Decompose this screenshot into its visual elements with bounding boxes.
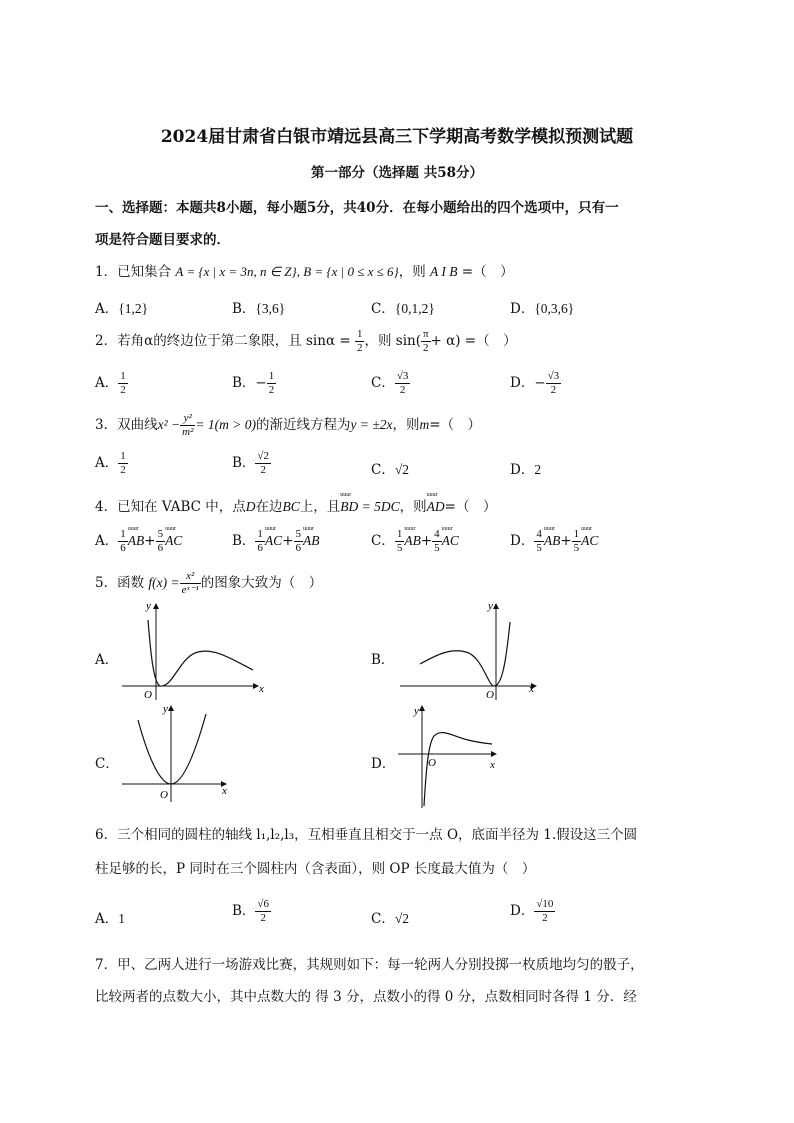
q1-option-d: D．{0,3,6} (510, 301, 575, 317)
y-label: y (163, 703, 168, 715)
origin-label: O (428, 757, 436, 769)
q2-option-b: B．− $\frac{1}{2}$ (232, 370, 275, 396)
y-label: y (146, 600, 151, 612)
q5-option-a-label: A． (95, 652, 119, 668)
section-header-line2: 项是符合题目要求的． (95, 232, 230, 248)
q6-option-c: C．√2 (371, 911, 410, 927)
q1-blank: =（ ） (461, 264, 514, 280)
q5-graph-a (118, 598, 268, 703)
part-subtitle: 第一部分（选择题 共58分） (311, 165, 483, 181)
question-1 (95, 260, 514, 280)
q1-option-b: B．{3,6} (232, 301, 286, 317)
q5-graph-c (118, 702, 238, 806)
q1-option-a: A．{1,2} (95, 301, 149, 317)
q3-option-b: B． $\frac{√2}{2}$ (232, 450, 269, 476)
x-label: x (529, 683, 534, 695)
curve (138, 714, 206, 784)
y-label: y (488, 600, 493, 612)
x-label: x (222, 785, 227, 797)
q4-option-b: B． $\frac{1}{6}$ uuur AC+ $\frac{5}{6}$ uuur AB (232, 528, 320, 555)
q5-option-b-label: B． (371, 652, 395, 668)
q2-option-d: D．− $\frac{√3}{2}$ (510, 370, 560, 396)
q1-option-c: C．{0,1,2} (371, 301, 435, 317)
q2-option-a: A． $\frac{1}{2}$ (95, 370, 126, 396)
q5-option-c-label: C． (95, 756, 119, 772)
q5-graph-d (396, 702, 506, 810)
y-label: y (414, 705, 419, 717)
question-7-line2: 比较两者的点数大小，其中点数大的 得 3 分，点数小的得 0 分，点数相同时各得 1 分．经 (95, 989, 637, 1005)
q4-option-a: A． $\frac{1}{6}$ uuur AB+ $\frac{5}{6}$ uuur AC (95, 528, 182, 555)
question-2: 2．若角α的终边位于第二象限，且 sinα = $\frac{1}{2}$ ，则 sin( $\frac{\pi}{2}$ + α) =（ ） (95, 328, 517, 354)
q5-graph-b (396, 598, 546, 703)
q4-option-c: C． $\frac{1}{5}$ uuur AB+ $\frac{4}{5}$ uuur AC (371, 528, 459, 555)
section-header-line1: 一、选择题：本题共8小题，每小题5分，共40分．在每小题给出的四个选项中，只有一 (95, 200, 619, 216)
q3-option-c: C．√2 (371, 462, 410, 478)
question-6-line2: 柱足够的长，P 同时在三个圆柱内（含表面），则 OP 长度最大值为（ ） (95, 861, 536, 877)
origin-label: O (486, 689, 494, 701)
q6-option-d: D． $\frac{√10}{2}$ (510, 898, 554, 924)
q1-expression: A I B (430, 264, 458, 279)
question-5: 5．函数 f(x) = $\frac{\text{x²}}{\text{eˣ⁻¹}}$ 的图象大致为（ ） (95, 570, 323, 596)
x-label: x (259, 683, 264, 695)
q2-option-c: C． $\frac{√3}{2}$ (371, 370, 409, 396)
q1-text-pre: 已知集合 (117, 264, 172, 280)
q1-set-definition: A = {x | x = 3n, n ∈ Z}, B = {x | 0 ≤ x ≤ 6} (175, 264, 399, 279)
question-7-line1: 7．甲、乙两人进行一场游戏比赛，其规则如下：每一轮两人分别投掷一枚质地均匀的骰子， (95, 957, 644, 973)
origin-label: O (160, 789, 168, 801)
q6-option-b: B． $\frac{√6}{2}$ (232, 898, 269, 924)
question-6-line1: 6．三个相同的圆柱的轴线 l₁,l₂,l₃，互相垂直且相交于一点 O，底面半径为 1.假设这三个圆 (95, 827, 638, 843)
q6-option-a: A．1 (95, 911, 125, 927)
q3-option-a: A． $\frac{1}{2}$ (95, 450, 126, 476)
page-title: 2024届甘肃省白银市靖远县高三下学期高考数学模拟预测试题 (160, 127, 634, 147)
q1-number: 1． (95, 264, 118, 280)
question-3: 3．双曲线x² − $\frac{\text{y²}}{\text{m²}}$ = 1(m > 0)的渐近线方程为y = ±2x，则m=（ ） (95, 412, 482, 438)
x-label: x (490, 759, 495, 771)
q3-option-d: D．2 (510, 462, 542, 478)
curve (424, 733, 492, 806)
q1-text-post: ，则 (398, 264, 426, 280)
q5-option-d-label: D． (371, 756, 396, 772)
question-4: 4．已知在 VABC 中，点D在边BC上，且uuur BD = 5DC，则uuur AD=（ ） (95, 495, 496, 515)
q4-option-d: D． $\frac{4}{5}$ uuur AB+ $\frac{1}{5}$ uuur AC (510, 528, 598, 555)
curve (148, 620, 253, 686)
origin-label: O (144, 689, 152, 701)
